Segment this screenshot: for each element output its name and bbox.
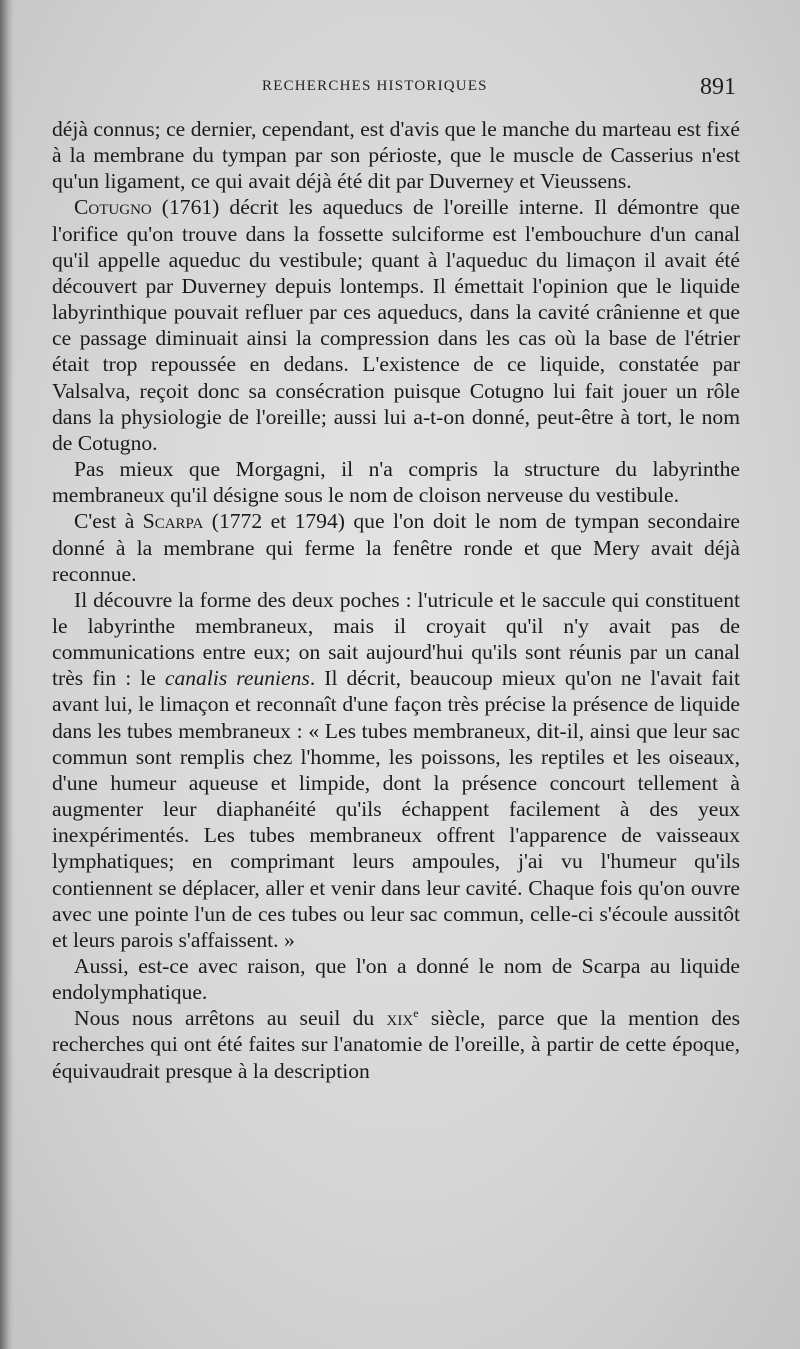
page-header [262,74,736,112]
author-name-cotugno: Cotugno [74,195,152,220]
body-text [52,116,740,1084]
paragraph-4 [52,508,740,586]
paragraph-3 [52,456,740,508]
century-numeral: xix [386,1006,414,1031]
page-number: 891 [700,74,736,100]
paragraph-4-lead: C'est à [74,509,143,534]
paragraph-3-text: Pas mieux que Morgagni, il n'a compris la structure du labyrinthe membraneux qu'il désigne sous le nom de cloison nerveuse du vestibule. [52,457,740,508]
paragraph-2-text: (1761) décrit les aqueducs de l'oreille interne. Il démontre que l'orifice qu'on trouve dans la fossette sulciforme est l'embouchure d'un canal qu'il appelle aqueduc du vestibule; quant à l'aqueduc du limaçon il avait été découvert par Duverney depuis lontemps. Il émettait l'opinion que le liquide labyrinthique pouvait refluer par ces aqueducs, dans la cavité crânienne et que ce passage diminuait ainsi la compression dans les cas où la base de l'étrier était trop repoussée en dedans. L'existence de ce liquide, constatée par Valsalva, reçoit donc sa consécration puisque Cotugno lui fait jouer un rôle dans la physiologie de l'oreille; aussi lui a-t-on donné, peut-être à tort, le nom de Cotugno. [52,195,740,455]
paragraph-7 [52,1005,740,1083]
paragraph-7-text: siècle, parce que la mention des recherches qui ont été faites sur l'anatomie de l'oreille, à partir de cette époque, équivaudrait presque à la description [52,1006,740,1083]
paragraph-1-text: déjà connus; ce dernier, cependant, est d'avis que le manche du marteau est fixé à la membrane du tympan par son périoste, que le muscle de Casserius n'est qu'un ligament, ce qui avait déjà été dit par Duverney et Vieussens. [52,117,740,194]
binding-shadow [0,0,14,1349]
canalis-reuniens-term: canalis reuniens [164,666,310,691]
century-superscript: e [413,1006,419,1021]
paragraph-6 [52,953,740,1005]
paragraph-5 [52,587,740,953]
running-title: RECHERCHES HISTORIQUES [262,78,488,94]
author-name-scarpa: Scarpa [142,509,204,534]
paragraph-4-text: (1772 et 1794) que l'on doit le nom de tympan secondaire donné à la membrane qui ferme la fenêtre ronde et que Mery avait déjà reconnue. [52,509,740,586]
paragraph-5-lead: Il découvre la forme des deux poches : l'utricule et le saccule qui constituent le labyrinthe membraneux, mais il croyait qu'il n'y avait pas de communications entre eux; on sait aujourd'hui qu'ils sont réunis par un canal très fin : le [52,587,740,691]
paragraph-2 [52,194,740,456]
paragraph-5-text: . Il décrit, beaucoup mieux qu'on ne l'avait fait avant lui, le limaçon et reconnaît d'une façon très précise la présence de liquide dans les tubes membraneux : « Les tubes membraneux, dit-il, ainsi que leur sac commun sont remplis chez l'homme, les poissons, les reptiles et les oiseaux, d'une humeur aqueuse et limpide, dont la présence concourt tellement à augmenter leur diaphanéité qu'ils échappent facilement à des yeux inexpérimentés. Les tubes membraneux offrent l'apparence de vaisseaux lymphatiques; en comprimant leurs ampoules, j'ai vu l'humeur qu'ils contiennent se déplacer, aller et venir dans leur cavité. Chaque fois qu'on ouvre avec une pointe l'un de ces tubes ou leur sac commun, celle-ci s'écoule aussitôt et leurs parois s'affaissent. » [52,666,740,952]
paragraph-7-lead: Nous nous arrêtons au seuil du [74,1006,387,1031]
paragraph-1 [52,116,740,194]
paragraph-6-text: Aussi, est-ce avec raison, que l'on a donné le nom de Scarpa au liquide endolymphatique. [52,954,740,1005]
